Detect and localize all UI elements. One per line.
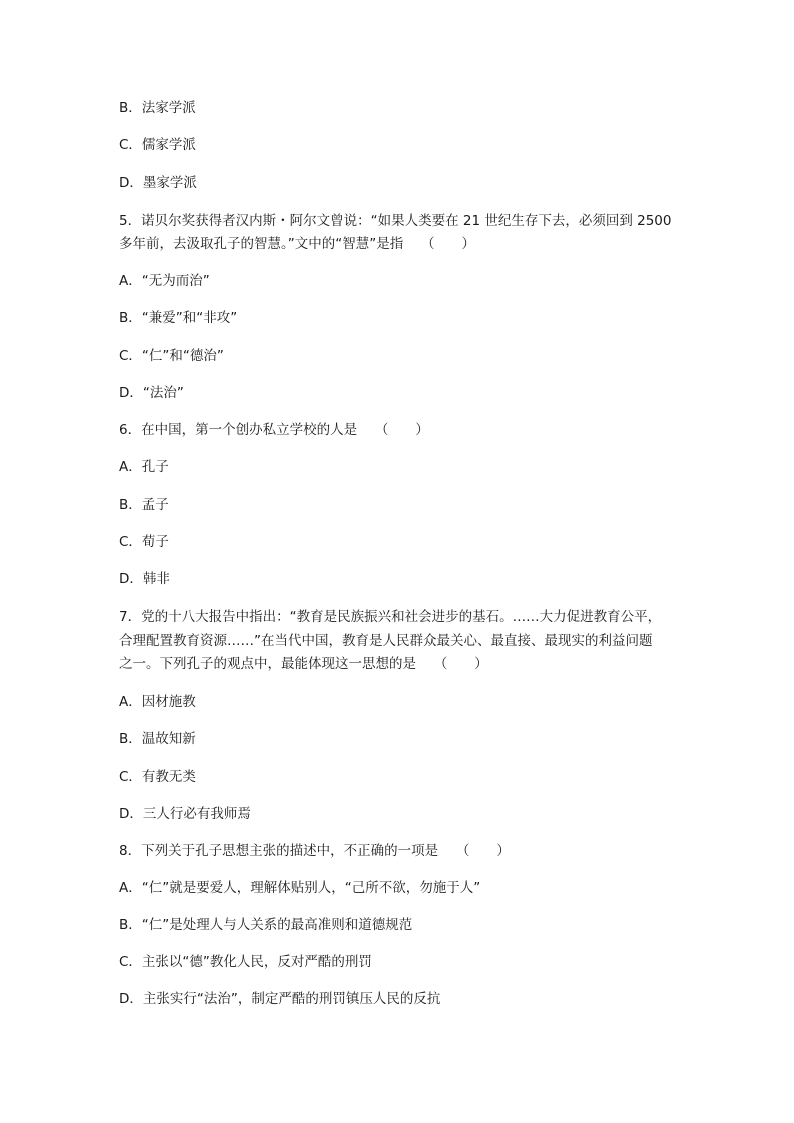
q6-option-d: D．韩非 xyxy=(119,571,170,587)
q5-option-c: C．“仁”和“德治” xyxy=(119,348,224,364)
q8-option-d: D．主张实行“法治”，制定严酷的刑罚镇压人民的反抗 xyxy=(119,991,441,1007)
q8-option-a: A．“仁”就是要爱人，理解体贴别人，“己所不欲，勿施于人” xyxy=(119,880,481,896)
q6-option-c: C．荀子 xyxy=(119,534,169,550)
q7-stem-line1: 7．党的十八大报告中指出：“教育是民族振兴和社会进步的基石。……大力促进教育公平， xyxy=(119,609,662,625)
q5-option-a: A．“无为而治” xyxy=(119,273,210,289)
q5-option-b: B．“兼爱”和“非攻” xyxy=(119,310,238,326)
q4-option-d: D．墨家学派 xyxy=(119,175,197,191)
q5-option-d: D．“法治” xyxy=(119,385,184,401)
q7-option-b: B．温故知新 xyxy=(119,731,196,747)
q6-option-b: B．孟子 xyxy=(119,497,169,513)
q7-stem-line3: 之一。下列孔子的观点中，最能体现这一思想的是 （ ） xyxy=(119,656,488,672)
q6-stem: 6．在中国，第一个创办私立学校的人是 （ ） xyxy=(119,422,429,438)
q7-option-d: D．三人行必有我师焉 xyxy=(119,806,251,822)
q8-option-b: B．“仁”是处理人与人关系的最高准则和道德规范 xyxy=(119,917,413,933)
q6-option-a: A．孔子 xyxy=(119,459,169,475)
q4-option-b: B．法家学派 xyxy=(119,100,196,116)
q5-stem-line1: 5．诺贝尔奖获得者汉内斯・阿尔文曾说：“如果人类要在 21 世纪生存下去，必须回到 2500 xyxy=(119,213,672,229)
q4-option-c: C．儒家学派 xyxy=(119,137,196,153)
q5-stem-line2: 多年前，去汲取孔子的智慧。”文中的“智慧”是指 （ ） xyxy=(119,236,476,252)
q7-option-c: C．有教无类 xyxy=(119,769,196,785)
q8-option-c: C．主张以“德”教化人民，反对严酷的刑罚 xyxy=(119,954,372,970)
q7-option-a: A．因材施教 xyxy=(119,694,196,710)
q7-stem-line2: 合理配置教育资源……”在当代中国，教育是人民群众最关心、最直接、最现实的利益问题 xyxy=(119,633,653,649)
q8-stem: 8．下列关于孔子思想主张的描述中，不正确的一项是 （ ） xyxy=(119,843,510,859)
